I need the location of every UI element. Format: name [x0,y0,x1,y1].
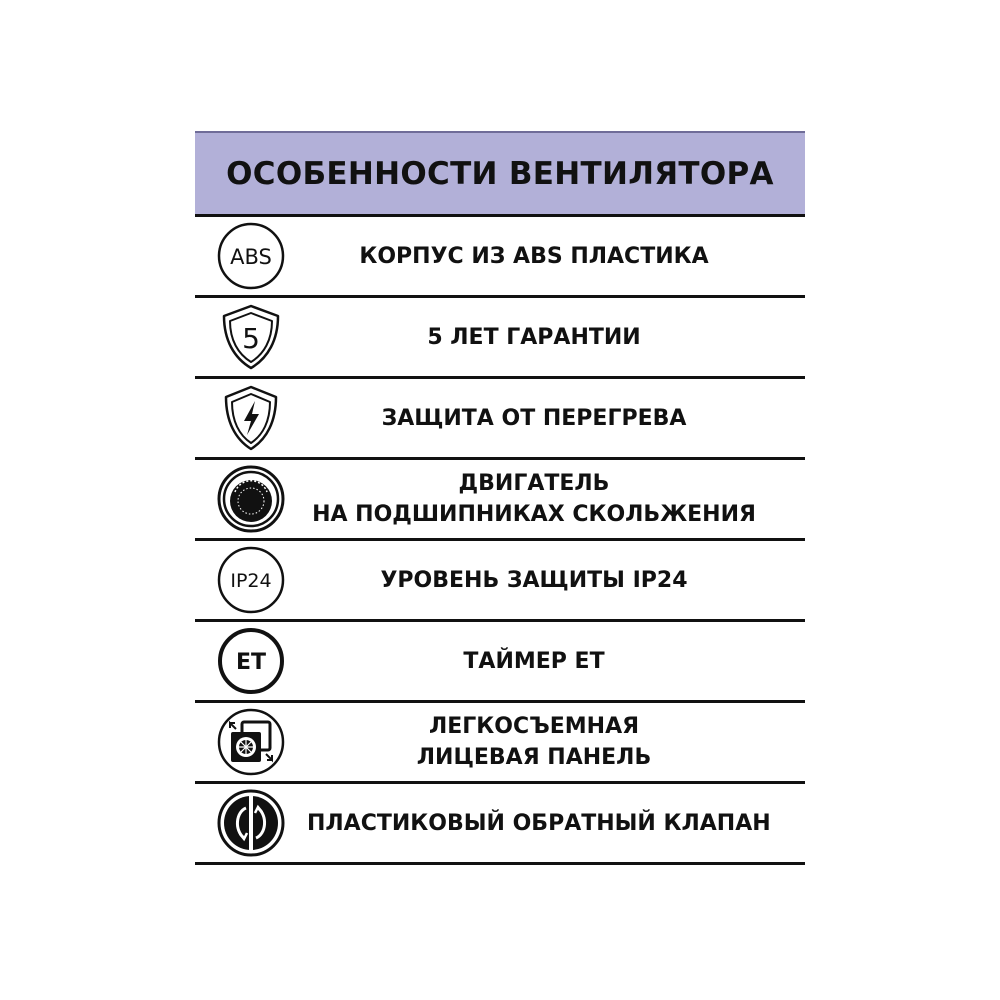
features-table [195,131,805,865]
et-icon-text: ET [235,650,267,675]
feature-label-line: УРОВЕНЬ ЗАЩИТЫ IP24 [380,567,688,593]
feature-label-line: ТАЙМЕР ET [463,648,605,674]
feature-label [307,241,805,272]
shield-5-icon-text: 5 [242,322,260,355]
check-valve-icon [195,788,307,858]
table-header [195,131,805,217]
feature-label-line: НА ПОДШИПНИКАХ СКОЛЬЖЕНИЯ [312,502,756,527]
ip24-icon-text: IP24 [230,570,272,592]
feature-row-bearing [195,460,805,541]
feature-label-line: ДВИГАТЕЛЬ [458,471,610,496]
feature-label [307,468,805,530]
bearing-icon [195,464,307,534]
feature-label [307,808,815,839]
feature-label [307,403,805,434]
feature-row-timer [195,622,805,703]
feature-label-line: ЛИЦЕВАЯ ПАНЕЛЬ [416,745,652,770]
removable-panel-icon [195,707,307,777]
feature-label-line: КОРПУС ИЗ ABS ПЛАСТИКА [359,243,709,269]
feature-label [307,322,805,353]
feature-label-line: 5 ЛЕТ ГАРАНТИИ [427,324,641,350]
header-title: ОСОБЕННОСТИ ВЕНТИЛЯТОРА [226,155,774,192]
feature-row-warranty [195,298,805,379]
feature-row-overheat [195,379,805,460]
et-icon [195,626,307,696]
feature-label [307,646,805,677]
feature-row-panel [195,703,805,784]
feature-label-line: ЛЕГКОСЪЕМНАЯ [428,714,640,739]
abs-icon-text: ABS [230,245,272,269]
feature-label [307,711,805,773]
feature-row-ip24 [195,541,805,622]
feature-row-abs [195,217,805,298]
feature-label [307,565,805,596]
abs-icon [195,221,307,291]
feature-row-valve [195,784,805,865]
feature-label-line: ЗАЩИТА ОТ ПЕРЕГРЕВА [381,405,687,431]
shield-5-icon [195,302,307,372]
feature-label-line: ПЛАСТИКОВЫЙ ОБРАТНЫЙ КЛАПАН [307,810,771,836]
shield-lightning-icon [195,383,307,453]
ip24-icon [195,545,307,615]
